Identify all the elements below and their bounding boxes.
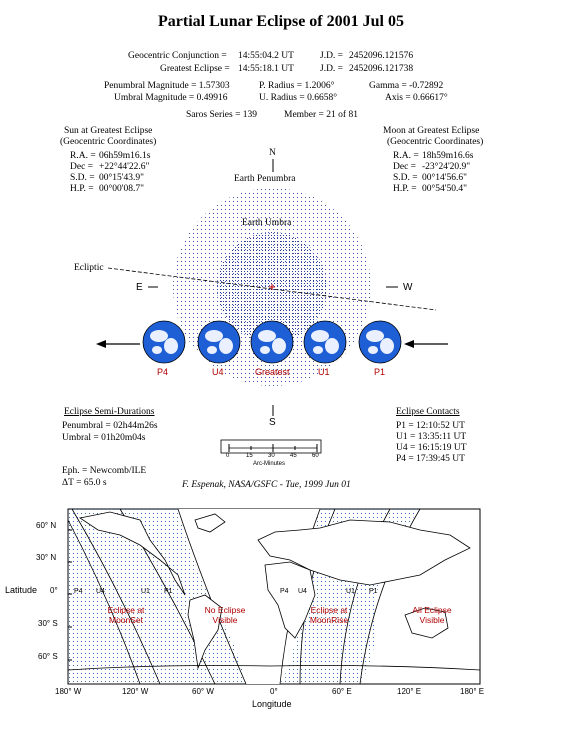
region-moonset-line2: MoonSet [108, 615, 144, 625]
axis: Axis = 0.66617° [385, 93, 448, 103]
credit: F. Espenak, NASA/GSFC - Tue, 1999 Jun 01 [182, 480, 351, 490]
umbral-duration: Umbral = 01h20m04s [62, 433, 146, 443]
map-curve-label-u4-east: U4 [298, 588, 307, 595]
lon-tick-60e: 60° E [332, 687, 352, 696]
arrow-left-head [96, 340, 106, 348]
conjunction-jd: 2452096.121576 [349, 51, 414, 61]
map-curve-label-u1-west: U1 [141, 588, 150, 595]
longitude-label: Longitude [252, 699, 292, 709]
moon-ra: 18h59m16.6s [422, 151, 474, 161]
moon-label-u1: U1 [318, 367, 330, 377]
east-label: E [136, 282, 143, 293]
conjunction-value: 14:55:04.2 UT [238, 51, 294, 61]
contacts-heading: Eclipse Contacts [396, 407, 460, 417]
moon-subheading: (Geocentric Coordinates) [387, 137, 484, 147]
lat-tick-60s: 60° S [38, 652, 58, 661]
sun-ra-label: R.A. = [70, 151, 96, 161]
region-no-eclipse-line1: No Eclipse [204, 605, 246, 615]
sun-subheading: (Geocentric Coordinates) [60, 137, 157, 147]
ephemeris: Eph. = Newcomb/ILE [62, 466, 147, 476]
moon-label-p1: P1 [374, 367, 386, 377]
conjunction-jd-label: J.D. = [320, 51, 344, 61]
moon-u4 [198, 321, 240, 363]
moon-label-u4: U4 [212, 367, 224, 377]
south-label: S [269, 417, 276, 428]
scale-tick-15: 15 [246, 453, 253, 459]
conjunction-label: Geocentric Conjunction = [128, 51, 227, 61]
moon-sd-label: S.D. = [393, 173, 418, 183]
penumbral-magnitude: Penumbral Magnitude = 1.57303 [104, 81, 230, 91]
region-all-eclipse [404, 605, 460, 625]
moon-p1 [359, 321, 401, 363]
lon-tick-120w: 120° W [122, 687, 149, 696]
moon-u1 [304, 321, 346, 363]
lon-tick-120e: 120° E [397, 687, 422, 696]
west-label: W [403, 282, 413, 293]
moon-ra-label: R.A. = [393, 151, 419, 161]
saros-series: Saros Series = 139 [186, 110, 258, 120]
penumbra-label: Earth Penumbra [234, 174, 296, 184]
scale-tick-45: 45 [290, 453, 297, 459]
lat-tick-30n: 30° N [36, 553, 57, 562]
lon-tick-180w: 180° W [55, 687, 82, 696]
sun-sd-label: S.D. = [70, 173, 95, 183]
lon-tick-60w: 60° W [192, 687, 214, 696]
region-no-eclipse-line2: Visible [212, 615, 238, 625]
p-radius: P. Radius = 1.2006° [259, 81, 335, 91]
region-moonrise-line2: MoonRise [309, 615, 349, 625]
semi-durations-heading: Eclipse Semi-Durations [64, 407, 155, 417]
contact-p1: P1 = 12:10:52 UT [396, 421, 465, 431]
umbral-magnitude: Umbral Magnitude = 0.49916 [114, 93, 228, 103]
moon-dec: -23°24'20.9" [422, 162, 471, 172]
lon-tick-180e: 180° E [460, 687, 485, 696]
moon-heading: Moon at Greatest Eclipse [383, 126, 480, 136]
greatest-jd-label: J.D. = [320, 64, 344, 74]
scale-tick-0: 0 [226, 453, 230, 459]
arrow-right-head [404, 340, 414, 348]
lon-tick-0: 0° [270, 687, 278, 696]
lat-tick-60n: 60° N [36, 521, 57, 530]
greatest-label: Greatest Eclipse = [160, 64, 230, 74]
lat-tick-30s: 30° S [38, 619, 58, 628]
penumbral-duration: Penumbral = 02h44m26s [62, 421, 158, 431]
page-title: Partial Lunar Eclipse of 2001 Jul 05 [158, 13, 404, 30]
scale-tick-60: 60 [312, 453, 319, 459]
moon-label-p4: P4 [157, 367, 169, 377]
map-curve-label-p4-east: P4 [280, 588, 289, 595]
moon-hp: 00°54'50.4" [422, 184, 468, 194]
moon-greatest [251, 321, 293, 363]
region-no-eclipse [200, 605, 250, 625]
map-curve-label-p4-west: P4 [74, 588, 83, 595]
gamma: Gamma = -0.72892 [369, 81, 444, 91]
greatest-jd: 2452096.121738 [349, 64, 414, 74]
map-curve-label-p1-west: P1 [164, 588, 173, 595]
ecliptic-label: Ecliptic [74, 263, 104, 273]
map-curve-label-p1-east: P1 [369, 588, 378, 595]
region-moonrise [304, 605, 354, 625]
contact-u1: U1 = 13:35:11 UT [396, 432, 467, 442]
moon-sd: 00°14'56.6" [422, 173, 468, 183]
sun-sd: 00°15'43.9" [99, 173, 145, 183]
sun-dec: +22°44'22.6" [99, 162, 150, 172]
region-all-eclipse-line2: Visible [419, 615, 445, 625]
map-curve-label-u4-west: U4 [96, 588, 105, 595]
region-moonset [104, 605, 148, 625]
moon-hp-label: H.P. = [393, 184, 417, 194]
region-moonrise-line1: Eclipse at [310, 605, 348, 615]
scale-tick-30: 30 [268, 453, 275, 459]
map-curve-label-u1-east: U1 [346, 588, 355, 595]
north-label: N [269, 148, 276, 158]
contact-u4: U4 = 16:15:19 UT [396, 443, 467, 453]
world-map [68, 509, 480, 684]
sun-hp: 00°00'08.7" [99, 184, 145, 194]
umbra-label: Earth Umbra [242, 218, 292, 228]
contacts-list [396, 421, 467, 465]
sun-ra: 06h59m16.1s [99, 151, 151, 161]
saros-member: Member = 21 of 81 [284, 110, 358, 120]
moon-dec-label: Dec = [393, 162, 417, 172]
u-radius: U. Radius = 0.6658° [259, 93, 338, 103]
arc-minute-scale [221, 440, 321, 453]
latitude-label: Latitude [5, 585, 38, 595]
greatest-value: 14:55:18.1 UT [238, 64, 294, 74]
lat-tick-0: 0° [50, 586, 58, 595]
contact-p4: P4 = 17:39:45 UT [396, 454, 465, 464]
sun-heading: Sun at Greatest Eclipse [64, 126, 153, 136]
moon-label-greatest: Greatest [255, 367, 290, 377]
moon-p4 [143, 321, 185, 363]
delta-t: ΔT = 65.0 s [62, 478, 107, 488]
region-moonset-line1: Eclipse at [107, 605, 145, 615]
sun-dec-label: Dec = [70, 162, 94, 172]
region-all-eclipse-line1: All Eclipse [412, 605, 452, 615]
scale-label: Arc-Minutes [253, 461, 286, 467]
sun-hp-label: H.P. = [70, 184, 94, 194]
